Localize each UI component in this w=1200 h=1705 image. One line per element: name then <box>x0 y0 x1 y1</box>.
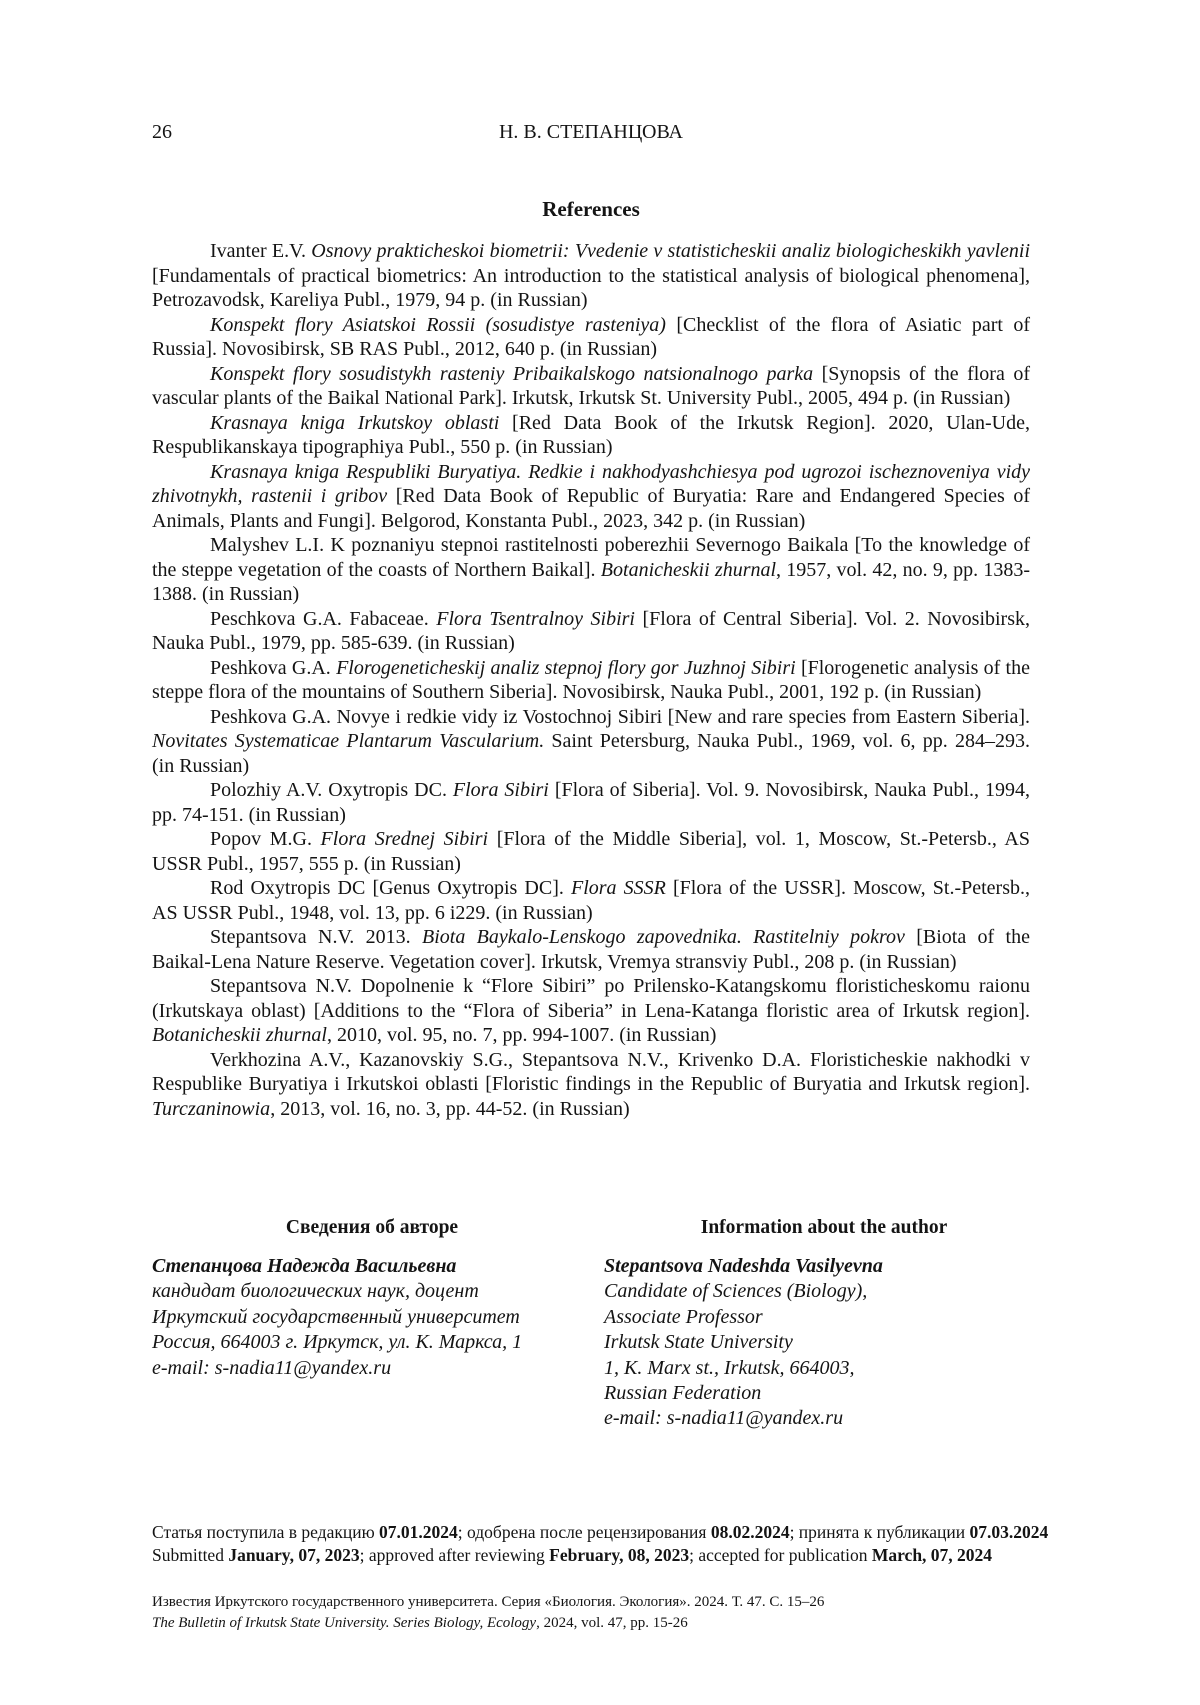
reference-item: Malyshev L.I. K poznaniyu stepnoi rastitelnosti poberezhii Severnogo Baikala [To the knowledge of the steppe vegetation of the coasts of Northern Baikal]. Botanicheskii zhurnal, 1957, vol. 42, no. 9, pp. 1383-1388. (in Russian) <box>152 534 1031 605</box>
author-info-line: Иркутский государственный университет <box>152 1305 520 1328</box>
reference-item: Konspekt flory Asiatskoi Rossii (sosudistye rasteniya) [Checklist of the flora of Asiatic part of Russia]. Novosibirsk, SB RAS Publ., 2012, 640 p. (in Russian) <box>152 313 1031 360</box>
journal-footer <box>152 1592 1072 1634</box>
journal-citation-en: The Bulletin of Irkutsk State University. Series Biology, Ecology, 2024, vol. 47, pp. 15-26 <box>152 1615 688 1631</box>
author-info-line: Russian Federation <box>604 1382 762 1405</box>
author-info-line: Россия, 664003 г. Иркутск, ул. К. Маркса, 1 <box>152 1331 523 1354</box>
author-info-line: кандидат биологических наук, доцент <box>152 1280 479 1303</box>
references-heading: References <box>542 197 640 221</box>
reference-item: Ivanter E.V. Osnovy prakticheskoi biometrii: Vvedenie v statisticheskii analiz biologicheskikh yavlenii [Fundamentals of practical biometrics: An introduction to the statistical analysis of biological phenomena], Petrozavodsk, Kareliya Publ., 1979, 94 p. (in Russian) <box>152 240 1030 311</box>
reference-item: Verkhozina A.V., Kazanovskiy S.G., Stepantsova N.V., Krivenko D.A. Floristicheskie nakhodki v Respublike Buryatiya i Irkutskoi oblasti [Floristic findings in the Republic of Buryatia and Irkutsk region]. Turczaninowia, 2013, vol. 16, no. 3, pp. 44-52. (in Russian) <box>152 1048 1030 1120</box>
author-info-lines-en <box>604 1254 1044 1432</box>
author-info-column-en <box>604 1216 1044 1432</box>
reference-item: Peshkova G.A. Florogeneticheskij analiz stepnoj flory gor Juzhnoj Sibiri [Florogenetic analysis of the steppe flora of the mountains of Southern Siberia]. Novosibirsk, Nauka Publ., 2001, 192 p. (in Russian) <box>152 656 1030 703</box>
author-info-line: Associate Professor <box>604 1305 763 1328</box>
reference-item: Rod Oxytropis DC [Genus Oxytropis DC]. Flora SSSR [Flora of the USSR]. Moscow, St.-Petersb., AS USSR Publ., 1948, vol. 13, pp. 6 i229. (in Russian) <box>152 877 1030 924</box>
author-info-heading-ru: Сведения об авторе <box>285 1217 459 1238</box>
author-info-line: 1, K. Marx st., Irkutsk, 664003, <box>604 1356 855 1379</box>
author-info-column-ru <box>152 1216 592 1381</box>
journal-citation-ru: Известия Иркутского государственного университета. Серия «Биология. Экология». 2024. Т. 47. С. 15–26 <box>152 1594 825 1610</box>
page-number: 26 <box>152 121 172 143</box>
submission-line-en: Submitted January, 07, 2023; approved after reviewing February, 08, 2023; accepted for publication March, 07, 2024 <box>152 1544 993 1565</box>
reference-item: Peschkova G.A. Fabaceae. Flora Tsentralnoy Sibiri [Flora of Central Siberia]. Vol. 2. Novosibirsk, Nauka Publ., 1979, pp. 585-639. (in Russian) <box>152 607 1030 654</box>
submission-line-ru: Статья поступила в редакцию 07.01.2024; одобрена после рецензирования 08.02.2024; принята к публикации 07.03.2024 <box>152 1522 1049 1542</box>
author-info-line: Irkutsk State University <box>604 1331 793 1354</box>
author-info-heading-en: Information about the author <box>700 1217 948 1238</box>
reference-item: Krasnaya kniga Irkutskoy oblasti [Red Data Book of the Irkutsk Region]. 2020, Ulan-Ude, Respublikanskaya tipographiya Publ., 550 p. (in Russian) <box>152 411 1030 458</box>
author-info-line: Candidate of Sciences (Biology), <box>604 1280 868 1303</box>
reference-item: Stepantsova N.V. Dopolnenie k “Flore Sibiri” po Prilensko-Katangskomu floristicheskomu raionu (Irkutskaya oblast) [Additions to the “Flora of Siberia” in Lena-Katanga floristic area of Irkutsk region]. Botanicheskii zhurnal, 2010, vol. 95, no. 7, pp. 994-1007. (in Russian) <box>152 975 1030 1046</box>
submission-dates <box>152 1521 1072 1566</box>
reference-item: Popov M.G. Flora Srednej Sibiri [Flora of the Middle Siberia], vol. 1, Moscow, St.-Petersb., AS USSR Publ., 1957, 555 p. (in Russian) <box>152 828 1030 875</box>
reference-item: Stepantsova N.V. 2013. Biota Baykalo-Lenskogo zapovednika. Rastitelniy pokrov [Biota of the Baikal-Lena Nature Reserve. Vegetation cover]. Irkutsk, Vremya stransviy Publ., 208 p. (in Russian) <box>152 926 1030 973</box>
author-info-line: Stepantsova Nadeshda Vasilyevna <box>604 1255 883 1277</box>
author-info-line: e-mail: s-nadia11@yandex.ru <box>152 1356 392 1379</box>
reference-item: Peshkova G.A. Novye i redkie vidy iz Vostochnoj Sibiri [New and rare species from Eastern Siberia]. Novitates Systematicae Plantarum Vascularium. Saint Petersburg, Nauka Publ., 1969, vol. 6, pp. 284–293. (in Russian) <box>152 705 1030 777</box>
reference-item: Krasnaya kniga Respubliki Buryatiya. Redkie i nakhodyashchiesya pod ugrozoi ischeznoveniya vidy zhivotnykh, rastenii i gribov [Red Data Book of Republic of Buryatia: Rare and Endangered Species of Animals, Plants and Fungi]. Belgorod, Konstanta Publ., 2023, 342 p. (in Russian) <box>152 460 1030 532</box>
reference-item: Polozhiy A.V. Oxytropis DC. Flora Sibiri [Flora of Siberia]. Vol. 9. Novosibirsk, Nauka Publ., 1994, pp. 74-151. (in Russian) <box>152 779 1030 826</box>
author-info-line: Степанцова Надежда Васильевна <box>152 1255 457 1277</box>
author-info-line: e-mail: s-nadia11@yandex.ru <box>604 1407 844 1430</box>
references-list <box>152 239 1030 1121</box>
author-info-lines-ru <box>152 1254 592 1381</box>
running-header <box>152 120 1030 144</box>
running-head: Н. В. СТЕПАНЦОВА <box>498 121 684 143</box>
reference-item: Konspekt flory sosudistykh rasteniy Pribaikalskogo natsionalnogo parka [Synopsis of the flora of vascular plants of the Baikal National Park]. Irkutsk, Irkutsk St. University Publ., 2005, 494 p. (in Russian) <box>152 362 1030 409</box>
